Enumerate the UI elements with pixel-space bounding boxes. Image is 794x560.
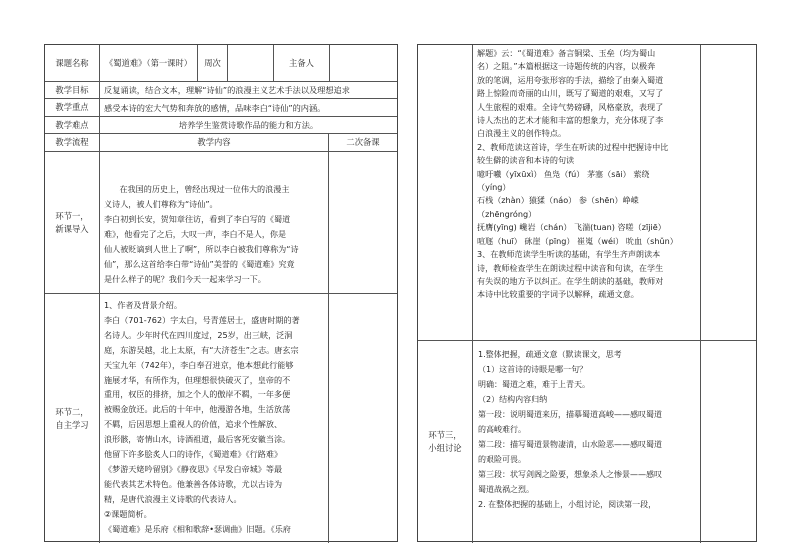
content-col-label: 教学内容 (100, 134, 329, 151)
section-discussion-content: 1.整体把握，疏通文意（默读课文，思考 （1）这首诗的诗眼是哪一句？ 明确：蜀道之难，难于上青天。 （2）结构内容归纳 第一段：说明蜀道来历，描摹蜀道高峻——感叹蜀道 的高峻难行。 第二段：描写蜀道景物凄清，山水险恶——感叹蜀道 的艰险可畏。 第三段：状写剑阁之险要，想象杀人之惨景——感叹 蜀道战祸之烈。 2. 在整体把握的基础上，小组讨论，阅读第一段， (473, 341, 701, 543)
continued-notes (701, 45, 756, 340)
section-discussion-label: 环节三， 小组讨论 (418, 341, 473, 543)
header-row (45, 45, 397, 82)
process-col-label: 教学流程 (45, 134, 100, 151)
objective-row (45, 82, 397, 99)
objective-label: 教学目标 (45, 82, 100, 98)
host-label: 主备人 (274, 45, 330, 81)
section-self-study-notes (329, 294, 397, 543)
section-intro-content: 在我国的历史上，曾经出现过一位伟大的浪漫主 义诗人，被人们尊称为“诗仙”。 李白初到长安，贺知章往访，看到了李白写的《蜀道 难》，他看完了之后，大叹一声，李白不是人，你是 仙人被贬谪到人世上了啊”，所以李白被我们尊称为“诗 仙”，那么这首给李白带“诗仙”美誉的《蜀道难》究竟 是什么样子的呢？我们今天一起来学习一下。 (100, 152, 329, 293)
key-point-value: 感受本诗的宏大气势和奔放的感情，品味李白“诗仙”的内涵。 (104, 103, 326, 113)
continued-content: 解题》云：“《蜀道难》备言铜梁、玉垒（均为蜀山 名）之阻。”本篇根据这一诗题传统的内容，以极奔 放的笔调，运用夸张形容的手法，描绘了由秦入蜀道 路上惊险而奇丽的山川，既写了蜀道的艰难，又写了 人生旅程的艰难。全诗气势磅礴，风格豪放，表现了 诗人杰出的艺术才能和丰富的想象力，充分体现了李 白浪漫主义的创作特点。 2、教师范读这首诗，学生在听读的过程中把握诗中比 较生僻的读音和本诗的句读 噫吁嚱（yīxūxì） 鱼凫（fú） 茅塞（sāi） 萦绕 （yíng） 石栈（zhàn）猿猱（náo） 参（shēn）峥嵘 （zhēngróng） 抚膺(yīng) 巉岩（chán） 飞湍(tuan) 咨嗟（zījiē） 喧豗（huī） 砯崖（pīng） 崔嵬（wéi） 吮血（shǔn） 3、在教师范读学生听读的基础，有学生齐声朗读本 诗，教师检查学生在朗读过程中读音和句读，在学生 有失误的地方予以纠正。在学生朗读的基础，教师对 本诗中比较重要的字词予以解释，疏通文意。 (473, 45, 701, 340)
objective-value: 反复诵读，结合文本，理解“诗仙”的浪漫主义艺术手法以及理想追求 (104, 85, 350, 95)
section-intro-row (45, 152, 397, 294)
week-value (228, 45, 274, 81)
title-value: 《蜀道难》（第一课时） (100, 45, 198, 81)
difficulty-row (45, 117, 397, 134)
left-page (44, 44, 398, 542)
week-label: 周次 (198, 45, 228, 81)
key-point-row (45, 99, 397, 117)
host-value (330, 45, 397, 81)
process-header-row (45, 134, 397, 152)
section-self-study-row (45, 294, 397, 543)
second-prep-col-label: 二次备课 (346, 137, 380, 147)
key-point-label: 教学重点 (45, 99, 100, 116)
section-discussion-notes (701, 341, 756, 543)
difficulty-value: 培养学生鉴赏诗歌作品的能力和方法。 (178, 120, 319, 130)
section-discussion-row (418, 341, 756, 543)
section-intro-label: 环节一， 新课导入 (45, 152, 100, 293)
continued-row (418, 45, 756, 341)
title-label: 课题名称 (45, 45, 100, 81)
section-self-study-label: 环节二， 自主学习 (45, 294, 100, 543)
section-intro-notes (329, 152, 397, 293)
difficulty-label: 教学难点 (45, 117, 100, 133)
right-page (417, 44, 757, 542)
continued-label (418, 45, 473, 340)
section-self-study-content: 1、作者及背景介绍。 李白（701-762）字太白，号青莲居士，盛唐时期的著 名诗人。少年时代在四川度过，25岁，出三峡，泛洞 庭，东游吴越，北上太原，有“大济苍生”之志。唐玄宗 天宝九年（742年），李白奉召进京，他本想此行能够 施展才华，有所作为，但理想很快破灭了，皇帝的不 重用，权臣的排挤，加之个人的傲岸不羁，一年多便 被赐金放还。此后的十年中，他漫游各地，生活放荡 不羁，后因思想上重视人的价值，追求个性解放、 浪形骸，寄情山水，诗酒祖道，最后客死安徽当涂。 他留下许多脍炙人口的诗作，《蜀道难》《行路难》 《梦游天姥吟留别》《静夜思》《早发白帝城》等最 能代表其艺术特色。他兼善各体诗歌，尤以古诗为 精，是唐代浪漫主义诗歌的代表诗人。 ②课题简析。 《蜀道难》是乐府《相和歌辞•瑟调曲》旧题。《乐府 (100, 294, 329, 543)
